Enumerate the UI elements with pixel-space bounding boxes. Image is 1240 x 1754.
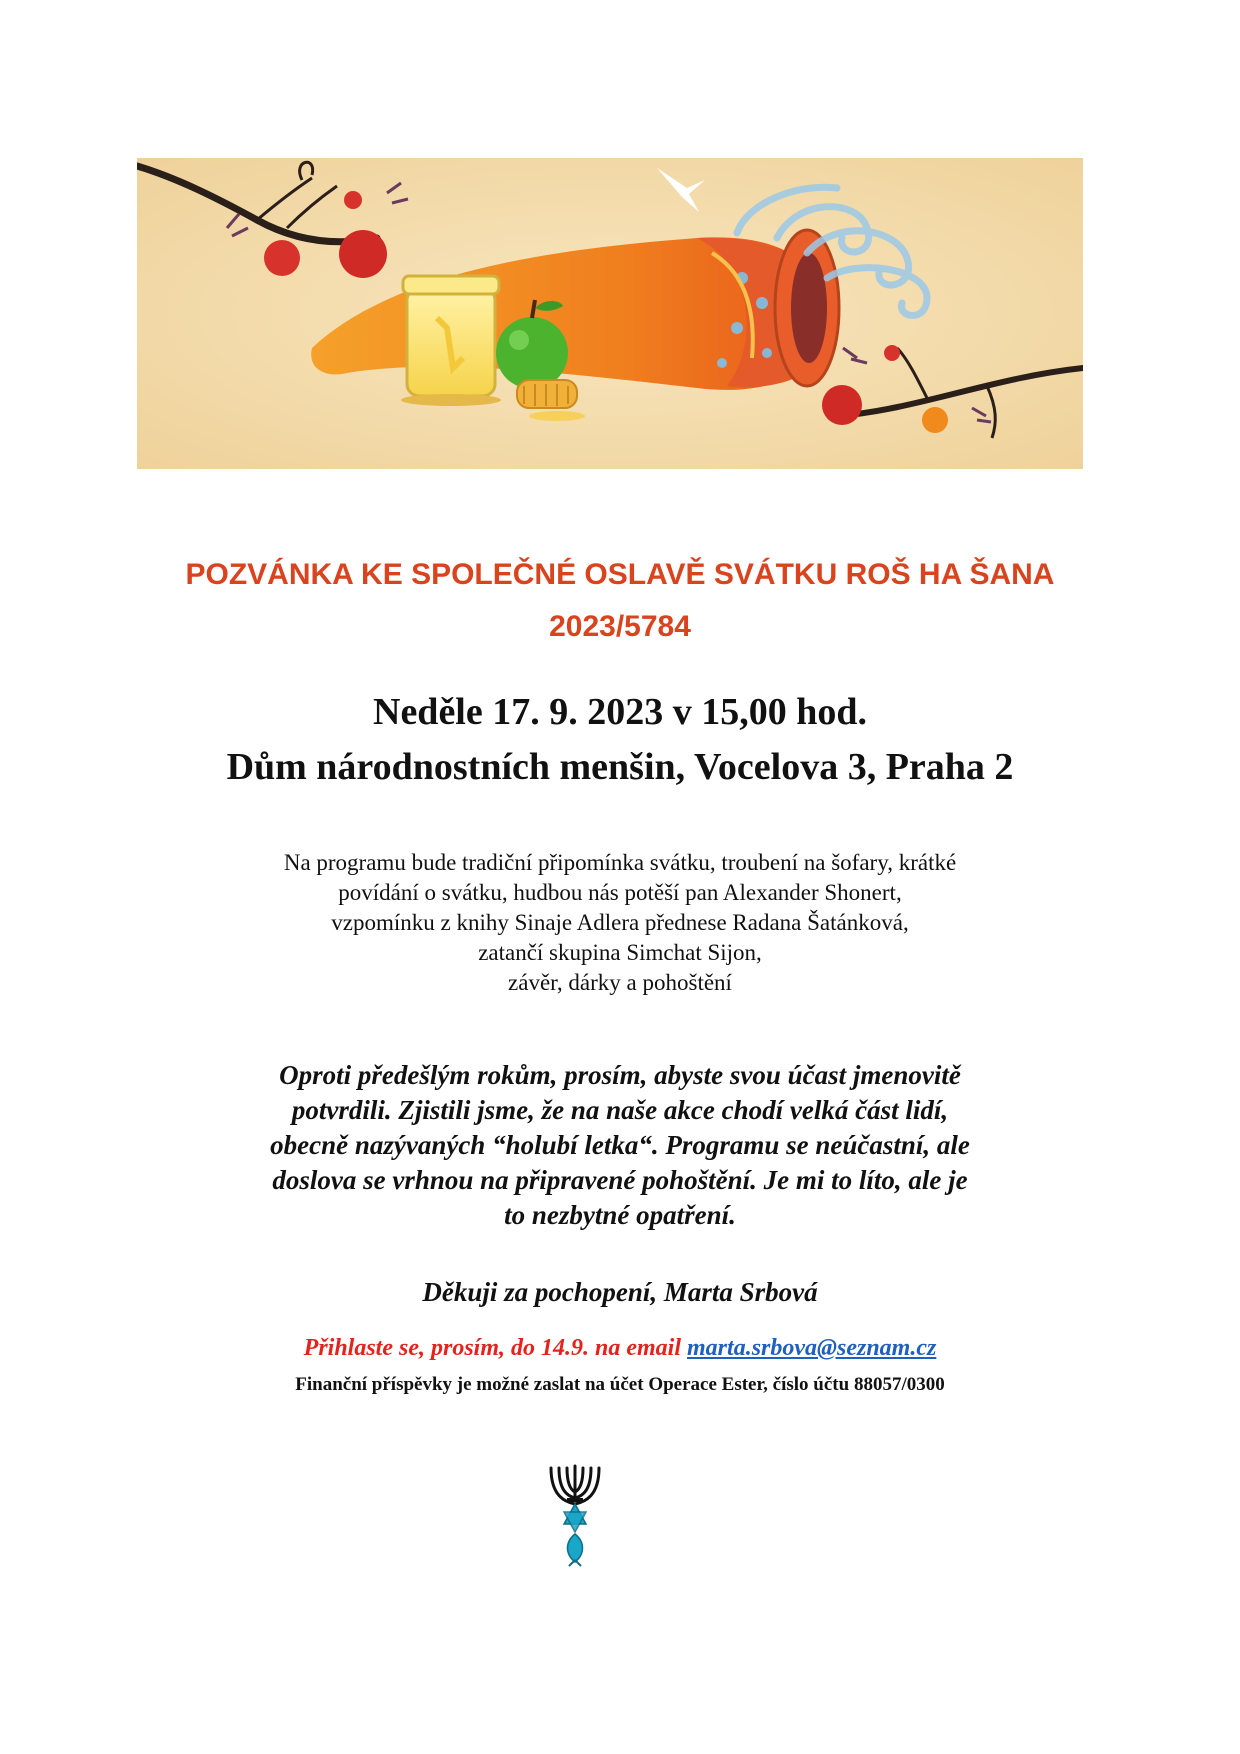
invitation-year: 2023/5784 — [549, 610, 691, 643]
program-line: vzpomínku z knihy Sinaje Adlera přednese Radana Šatánková, — [331, 910, 909, 935]
finance-note: Finanční příspěvky je možné zaslat na účet Operace Ester, číslo účtu 88057/0300 — [295, 1374, 945, 1395]
notice-line: to nezbytné opatření. — [504, 1200, 736, 1230]
event-date-time: Neděle 17. 9. 2023 v 15,00 hod. — [373, 691, 867, 733]
signup-line — [0, 1335, 1240, 1362]
attendance-notice — [120, 1058, 1120, 1233]
program-line: závěr, dárky a pohoštění — [508, 970, 732, 995]
signup-text: Přihlaste se, prosím, do 14.9. na email — [303, 1335, 682, 1361]
notice-line: doslova se vrhnou na připravené pohoštění. Je mi to líto, ale je — [272, 1165, 968, 1195]
program-line: zatančí skupina Simchat Sijon, — [478, 940, 762, 965]
invitation-title: POZVÁNKA KE SPOLEČNÉ OSLAVĚ SVÁTKU ROŠ HA ŠANA — [185, 558, 1055, 591]
notice-line: potvrdili. Zjistili jsme, že na naše akce chodí velká část lidí, — [291, 1095, 949, 1125]
program-line: Na programu bude tradiční připomínka svátku, troubení na šofary, krátké — [283, 850, 957, 875]
program-line: povídání o svátku, hudbou nás potěší pan Alexander Shonert, — [338, 880, 902, 905]
banner-illustration — [137, 158, 1083, 469]
email-link[interactable]: marta.srbova@seznam.cz — [687, 1335, 937, 1361]
thanks-signature: Děkuji za pochopení, Marta Srbová — [422, 1277, 818, 1307]
notice-line: obecně nazývaných “holubí letka“. Programu se neúčastní, ale — [270, 1130, 970, 1160]
notice-line: Oproti předešlým rokům, prosím, abyste svou účast jmenovitě — [279, 1060, 961, 1090]
event-venue: Dům národnostních menšin, Vocelova 3, Praha 2 — [226, 746, 1014, 788]
messianic-seal-icon — [545, 1458, 605, 1568]
program-description — [120, 848, 1120, 998]
